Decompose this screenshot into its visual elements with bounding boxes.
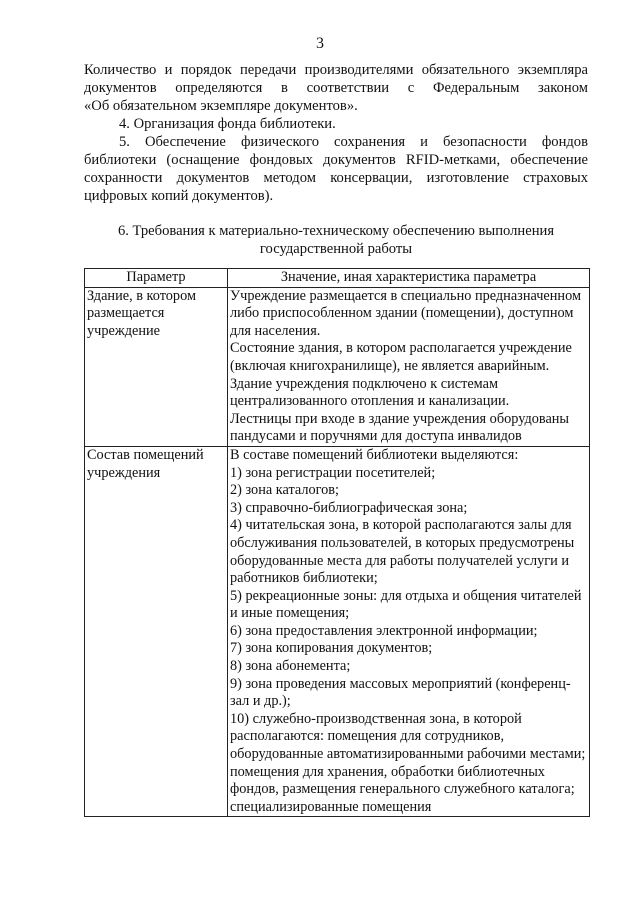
item-5-line-1: 5. Обеспечение физического сохранения и безопасности фондов bbox=[119, 134, 588, 150]
item-4-paragraph: 4. Организация фонда библиотеки. bbox=[119, 116, 336, 132]
intro-line-2: документов определяются в соответствии с Федеральным законом bbox=[84, 80, 588, 96]
requirements-table bbox=[84, 268, 590, 817]
value-line: 1) зона регистрации посетителей; bbox=[230, 464, 436, 481]
column-header-parameter: Параметр bbox=[85, 269, 228, 288]
item-5-line-2: библиотеки (оснащение фондовых документов RFID-метками, обеспечение bbox=[84, 152, 588, 168]
value-line: Здание учреждения подключено к системам централизованного отопления и канализации. bbox=[230, 375, 510, 410]
page-number: 3 bbox=[316, 35, 324, 52]
value-line: 3) справочно-библиографическая зона; bbox=[230, 499, 468, 516]
value-line: Состояние здания, в котором располагается учреждение (включая книгохранилище), не является аварийным. bbox=[230, 340, 572, 374]
section-heading bbox=[84, 222, 588, 258]
table-row bbox=[85, 446, 590, 816]
item-5-line-4: цифровых копий документов). bbox=[84, 188, 274, 204]
value-line: Учреждение размещается в специально предназначенном либо приспособленном здании (помещении), доступном для населения. bbox=[230, 287, 582, 339]
value-line: 6) зона предоставления электронной информации; bbox=[230, 622, 538, 639]
intro-line-3: «Об обязательном экземпляре документов». bbox=[84, 98, 358, 114]
param-cell-premises: Состав помещений учреждения bbox=[85, 446, 228, 816]
table-row bbox=[85, 287, 590, 446]
value-line: 5) рекреационные зоны: для отдыха и общения читателей и иные помещения; bbox=[230, 587, 582, 622]
value-line: 10) служебно-производственная зона, в которой располагаются: помещения для сотрудников, оборудованные автоматизированными рабочими местами; помещения для хранения, обработки библиотечных фондов, размещения генерального служебного каталога; специализированные помещения bbox=[230, 710, 586, 815]
intro-line-1: Количество и порядок передачи производителями обязательного экземпляра bbox=[84, 62, 588, 78]
value-line: В составе помещений библиотеки выделяются: bbox=[230, 446, 519, 463]
value-line: Лестницы при входе в здание учреждения оборудованы пандусами и поручнями для доступа инвалидов bbox=[230, 410, 570, 445]
value-line: 2) зона каталогов; bbox=[230, 482, 340, 499]
value-line: 4) читательская зона, в которой располагаются залы для обслуживания пользователей, в которых предусмотрены оборудованные места для работы получателей услуги и работников библиотеки; bbox=[230, 517, 575, 587]
column-header-value: Значение, иная характеристика параметра bbox=[228, 269, 590, 288]
value-line: 9) зона проведения массовых мероприятий (конференц-зал и др.); bbox=[230, 675, 571, 710]
value-cell-premises bbox=[228, 446, 590, 816]
item-5-line-3: сохранности документов методом консервации, изготовление страховых bbox=[84, 170, 588, 186]
section-heading-line-1: 6. Требования к материально-техническому обеспечению выполнения bbox=[117, 223, 555, 239]
value-line: 7) зона копирования документов; bbox=[230, 640, 433, 657]
value-cell-building bbox=[228, 287, 590, 446]
value-line: 8) зона абонемента; bbox=[230, 658, 351, 675]
section-heading-line-2: государственной работы bbox=[259, 241, 413, 257]
param-cell-building: Здание, в котором размещается учреждение bbox=[85, 287, 228, 446]
table-header-row bbox=[85, 269, 590, 288]
